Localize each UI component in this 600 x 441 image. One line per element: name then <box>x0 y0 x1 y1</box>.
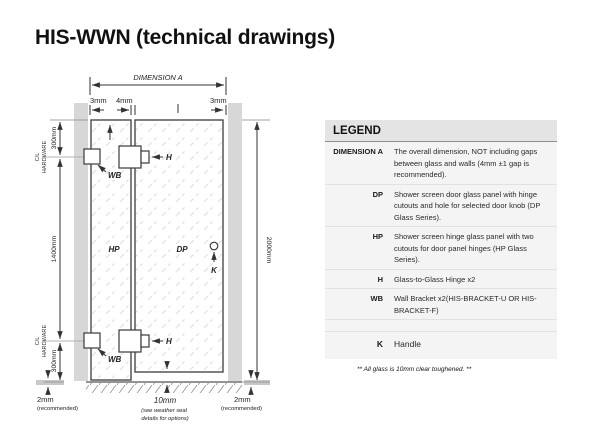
svg-text:HARDWARE: HARDWARE <box>42 324 48 358</box>
legend-row-k <box>325 331 557 357</box>
cl-hardware-top-label: C/L <box>35 152 41 162</box>
hinge-bottom-label: H <box>166 337 172 346</box>
legend-term: DP <box>372 189 383 199</box>
legend-term: H <box>377 274 383 284</box>
svg-text:details for options): details for options) <box>141 416 189 422</box>
svg-text:HARDWARE: HARDWARE <box>42 140 48 174</box>
legend-desc: The overall dimension, NOT including gaps between glass and walls (4mm ±1 gap is recommended). <box>394 147 538 179</box>
floor-hatch <box>86 383 242 393</box>
legend-footnote: ** All glass is 10mm clear toughened. ** <box>357 365 472 373</box>
legend-desc: Shower screen door glass panel with hinge cutouts and hole for selected door knob (DP Glass Series). <box>394 189 541 222</box>
legend-term: WB <box>370 294 383 303</box>
gap-right-label: 3mm <box>210 96 227 105</box>
floor-gap-left-label: 2mm <box>37 395 54 404</box>
legend-row-spacer <box>325 319 557 331</box>
knob-label: K <box>211 266 217 275</box>
floor-gap-right-label: 2mm <box>234 395 251 404</box>
wall-right <box>228 103 242 381</box>
legend-desc: Handle <box>394 339 421 349</box>
legend-row-hp <box>325 226 557 269</box>
floor-level-left <box>36 380 64 385</box>
legend-title: LEGEND <box>325 120 557 142</box>
floor-level-right <box>244 380 270 385</box>
legend-desc: Shower screen hinge glass panel with two cutouts for door panel hinges (HP Glass Series). <box>394 232 534 264</box>
gap-mid-label: 4mm <box>116 96 133 105</box>
legend-desc: Wall Bracket x2(HIS-BRACKET-U OR HIS-BRACKET-F) <box>394 294 537 315</box>
legend-row-wb <box>325 288 557 319</box>
legend-term: K <box>376 339 383 349</box>
dp-panel-label: DP <box>176 245 188 254</box>
dim-300-top-label: 300mm <box>51 126 58 150</box>
legend <box>325 120 557 373</box>
svg-text:(recommended): (recommended) <box>37 406 78 412</box>
legend-body <box>325 142 557 359</box>
dim-2000-label: 2000mm <box>265 236 272 264</box>
page-title: HIS-WWN (technical drawings) <box>35 26 336 49</box>
svg-text:(see weather seal: (see weather seal <box>141 408 187 414</box>
legend-desc: Glass-to-Glass Hinge x2 <box>394 274 476 284</box>
legend-term: HP <box>372 232 383 241</box>
wall-bracket-top-label: WB <box>108 171 122 180</box>
floor-gap-left <box>37 371 78 412</box>
legend-term: DIMENSION A <box>333 147 383 156</box>
hp-panel-label: HP <box>108 245 120 254</box>
gap-left-label: 3mm <box>90 96 107 105</box>
legend-row-dp <box>325 184 557 227</box>
dim-300-bottom-label: 300mm <box>51 349 58 373</box>
cl-hardware-bottom-label: C/L <box>35 336 41 346</box>
dimension-a-label: DIMENSION A <box>133 73 183 82</box>
wall-bracket-bottom-label: WB <box>108 355 122 364</box>
door-floor-gap-label: 10mm <box>153 396 177 405</box>
legend-row-h <box>325 269 557 289</box>
svg-text:(recommended): (recommended) <box>221 406 262 412</box>
legend-row-dimension-a <box>325 142 557 184</box>
hinge-top-label: H <box>166 153 172 162</box>
dim-1400-label: 1400mm <box>51 235 58 263</box>
